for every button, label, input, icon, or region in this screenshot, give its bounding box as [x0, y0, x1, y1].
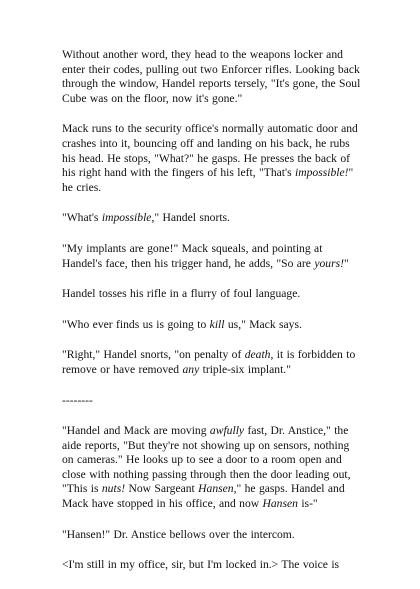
body-paragraph	[62, 528, 362, 543]
emphasized-text: nuts!	[101, 482, 126, 496]
body-paragraph	[62, 558, 362, 573]
emphasized-text: impossible!	[295, 166, 349, 180]
text-run: <I'm still in my office, sir, but I'm locked in.> The voice is	[62, 558, 340, 572]
text-run: "Hansen!" Dr. Anstice bellows over the intercom.	[62, 527, 295, 541]
text-run: "What's	[62, 211, 102, 225]
emphasized-text: kill	[209, 317, 225, 331]
body-paragraph	[62, 242, 362, 271]
text-run: Handel tosses his rifle in a flurry of foul language.	[62, 287, 301, 301]
body-paragraph	[62, 48, 362, 106]
emphasized-text: any	[182, 362, 200, 376]
document-page	[62, 48, 362, 589]
text-run: Without another word, they head to the weapons locker and enter their codes, pulling out two Enforcer rifles. Looking back through the window, Handel reports tersely, "It's gone, the Soul Cube was on the floor, now it's gone."	[62, 48, 361, 105]
text-run: "	[343, 256, 349, 270]
text-run: ," Handel snorts.	[151, 211, 230, 225]
text-run: "My implants are gone!" Mack squeals, and pointing at Handel's face, then his trigger hand, he adds, "So are	[62, 241, 323, 270]
text-run: Now Sargeant	[125, 482, 199, 496]
text-run: triple-six implant."	[199, 362, 291, 376]
emphasized-text: death	[244, 348, 271, 362]
body-paragraph	[62, 122, 362, 195]
text-run: us," Mack says.	[224, 317, 302, 331]
text-run: is-"	[297, 497, 318, 511]
emphasized-text: Hansen	[262, 497, 298, 511]
body-paragraph	[62, 287, 362, 302]
text-run: fast, Dr. Anstice," the aide reports, "But they're not showing up on sensors, nothing on cameras." He looks up to see a door to a room open and close with nothing passing through then the door leading out, "This is	[62, 424, 351, 496]
body-paragraph	[62, 348, 362, 377]
emphasized-text: impossible	[101, 211, 152, 225]
text-run: , it is forbidden to remove or have removed	[62, 348, 356, 376]
body-paragraph	[62, 318, 362, 333]
text-run: " he cries.	[62, 166, 354, 194]
body-paragraph	[62, 211, 362, 226]
text-run: Mack runs to the security office's normally automatic door and crashes into it, bouncing off and landing on his back, he rubs his head. He stops, "What?" he gasps. He presses the back of his right hand with the fingers of his left, "That's	[62, 122, 358, 180]
text-run: "Handel and Mack are moving	[62, 424, 210, 438]
emphasized-text: Hansen	[198, 482, 234, 496]
section-separator	[62, 394, 362, 409]
text-run: "Who ever finds us is going to	[62, 317, 210, 331]
text-run: ," he gasps. Handel and Mack have stopped in his office, and now	[62, 482, 345, 511]
emphasized-text: yours!	[314, 256, 344, 270]
text-run: --------	[62, 393, 93, 407]
emphasized-text: awfully	[209, 424, 245, 438]
body-paragraph	[62, 424, 362, 512]
text-run: "Right," Handel snorts, "on penalty of	[62, 348, 245, 362]
